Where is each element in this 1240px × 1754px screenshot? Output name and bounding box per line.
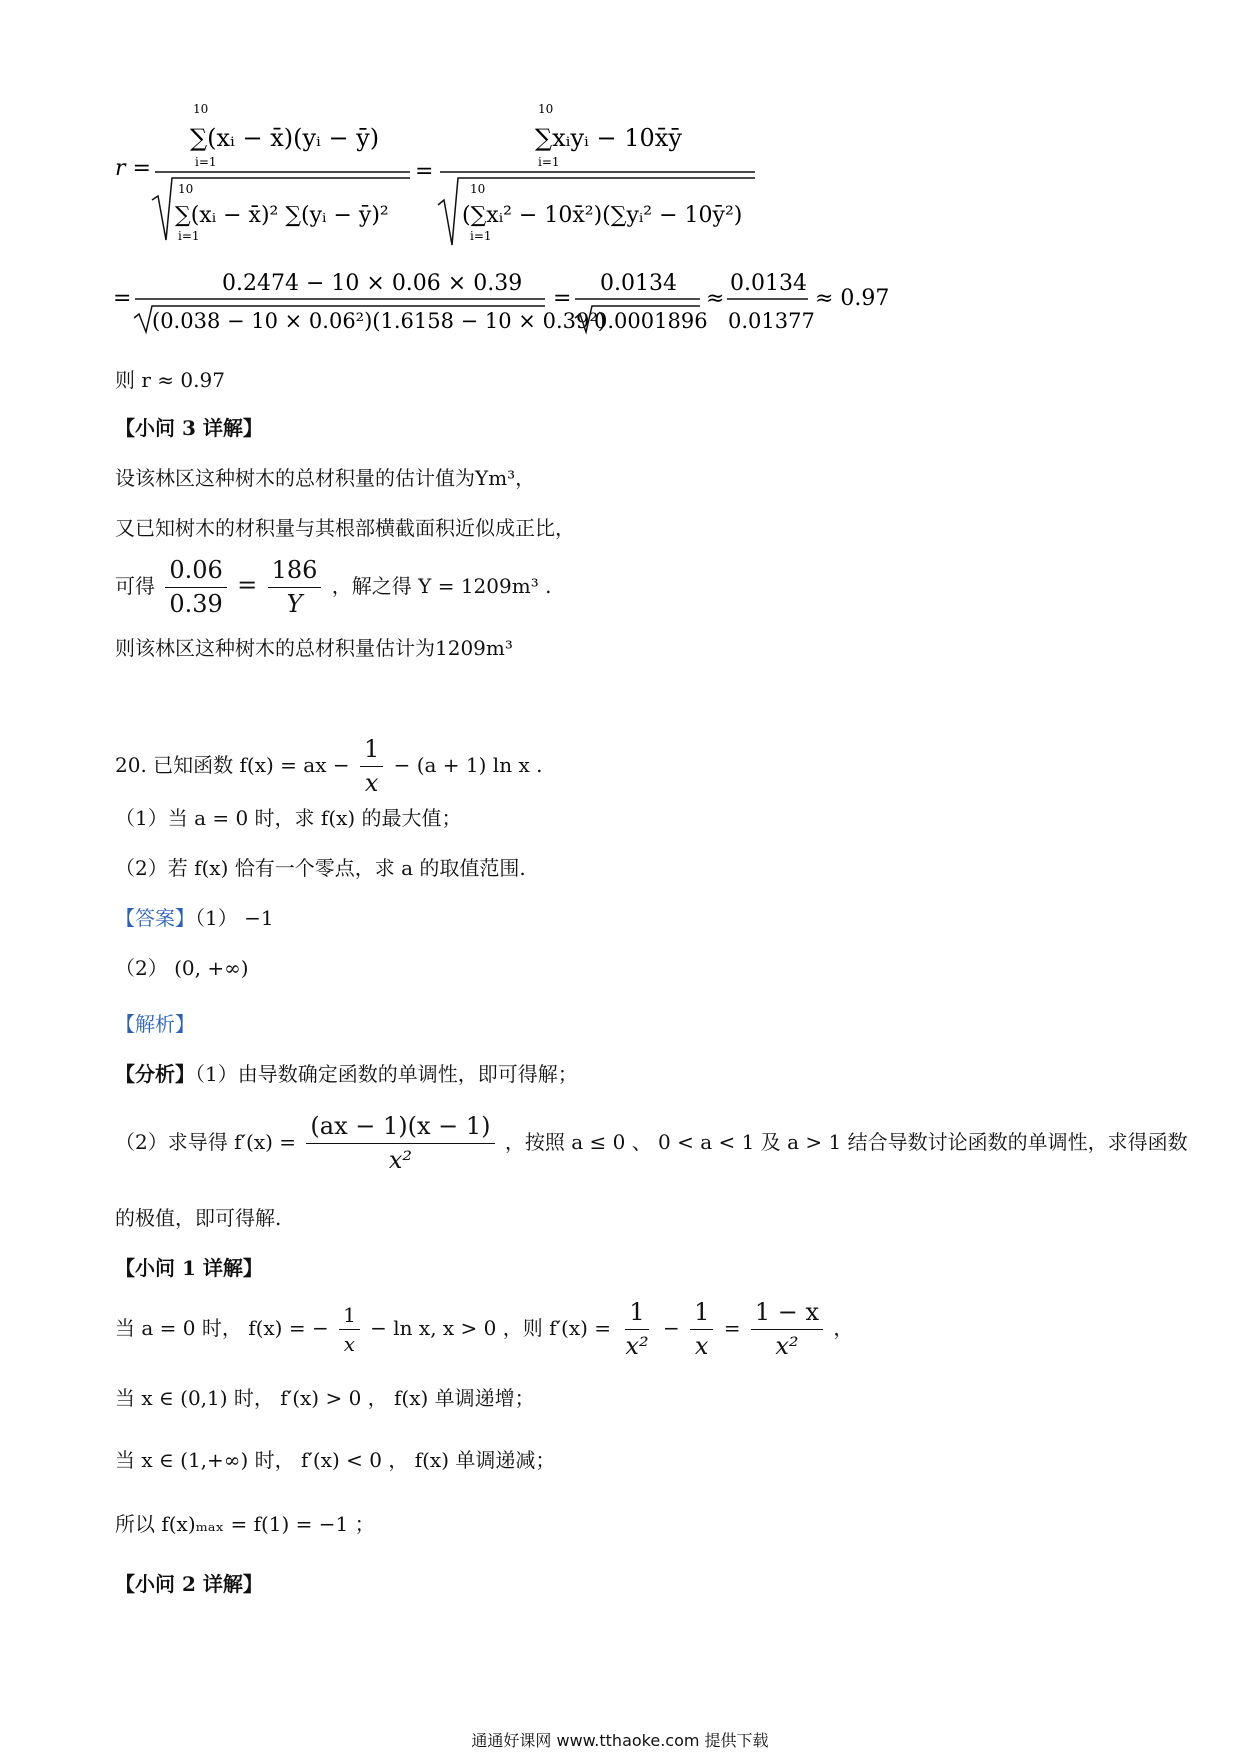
fenxi-2-num: (ax − 1)(x − 1): [306, 1112, 494, 1144]
frac1-numerator: ∑(xᵢ − x̄)(yᵢ − ȳ): [190, 124, 380, 152]
answer-label: 【答案】: [115, 906, 195, 930]
q1-l1-f3-den: x: [694, 1331, 709, 1360]
sum-top-3: 10: [538, 102, 554, 116]
q1-l1-frac-3: [690, 1298, 713, 1361]
q1-l1-f2-num: 1: [625, 1298, 648, 1330]
q3-frac-1-den: 0.39: [169, 589, 223, 618]
q1-line-2: 当 x ∈ (0,1) 时， f′(x) > 0 ， f(x) 单调递增；: [115, 1386, 535, 1410]
frac4-numerator: 0.0134: [600, 271, 677, 296]
q1-l1-end: ，: [833, 1315, 854, 1340]
fenxi-2-prefix: （2）求导得 f′(x) =: [115, 1129, 297, 1154]
final-result: ≈ 0.97: [815, 286, 890, 311]
answer-2: （2） (0, +∞): [115, 956, 249, 980]
p20-prefix: 20. 已知函数 f(x) = ax −: [115, 752, 350, 777]
fenxi-2-suffix: ，按照 a ≤ 0 、 0 < a < 1 及 a > 1 结合导数讨论函数的单调性，求得函数: [504, 1129, 1188, 1154]
answer-1: （1） −1: [195, 906, 274, 930]
q1-l1-frac-4: [751, 1298, 823, 1361]
p20-frac-den: x: [364, 768, 379, 797]
q1-line-3: 当 x ∈ (1,+∞) 时， f′(x) < 0 ， f(x) 单调递减；: [115, 1448, 556, 1472]
q3-line-1: 设该林区这种树木的总材积量的估计值为Ym³，: [115, 466, 536, 490]
frac4-denominator: 0.0001896: [594, 309, 708, 333]
p20-question-2: （2）若 f(x) 恰有一个零点，求 a 的取值范围.: [115, 856, 526, 880]
p20-suffix: − (a + 1) ln x .: [393, 752, 543, 777]
q1-l1-f3-num: 1: [690, 1298, 713, 1330]
r-result: 则 r ≈ 0.97: [115, 368, 225, 392]
q3-line-3-prefix: 可得: [115, 573, 155, 598]
jiexi-label: 【解析】: [115, 1012, 195, 1036]
frac3-denominator: (0.038 − 10 × 0.06²)(1.6158 − 10 × 0.39²): [152, 309, 606, 333]
q3-line-4: 则该林区这种树木的总材积量估计为1209m³: [115, 636, 513, 660]
q1-line-1: [115, 1298, 853, 1361]
r-lhs: r =: [115, 156, 151, 181]
eq-1: =: [415, 159, 434, 184]
q1-l1-minus: −: [662, 1315, 680, 1340]
sum-top-2: 10: [178, 182, 194, 196]
q3-frac-2: [268, 556, 322, 619]
fenxi-line-1: [115, 1062, 578, 1086]
fenxi-1: （1）由导数确定函数的单调性，即可得解；: [195, 1062, 578, 1086]
p20-frac-num: 1: [360, 735, 383, 767]
q3-frac-2-den: Y: [286, 589, 303, 618]
sum-bottom-1: i=1: [195, 155, 217, 169]
frac3-numerator: 0.2474 − 10 × 0.06 × 0.39: [222, 271, 523, 296]
fenxi-2-frac: [306, 1112, 494, 1175]
q1-title: 【小问 1 详解】: [115, 1256, 263, 1280]
q1-l1-frac-den: x: [343, 1331, 356, 1356]
approx-1: ≈: [706, 286, 725, 311]
fenxi-2-den: x²: [388, 1145, 413, 1174]
frac2-denominator: (∑xᵢ² − 10x̄²)(∑yᵢ² − 10ȳ²): [462, 203, 743, 228]
q1-l1-mid: − ln x, x > 0 ，则 f′(x) =: [370, 1315, 612, 1340]
frac5-denominator: 0.01377: [728, 309, 815, 333]
eq-3: =: [553, 286, 572, 311]
fenxi-line-2: [115, 1112, 1188, 1175]
correlation-formula: [0, 0, 1240, 340]
q1-l1-prefix: 当 a = 0 时， f(x) = −: [115, 1315, 329, 1340]
q1-line-4: 所以 f(x)ₘₐₓ = f(1) = −1 ；: [115, 1512, 375, 1536]
q3-line-2: 又已知树木的材积量与其根部横截面积近似成正比，: [115, 516, 575, 540]
sum-bottom-3: i=1: [538, 155, 560, 169]
sum-top-4: 10: [470, 182, 486, 196]
p20-question-1: （1）当 a = 0 时，求 f(x) 的最大值；: [115, 806, 462, 830]
page-footer: 通通好课网 www.tthaoke.com 提供下载: [471, 1731, 769, 1750]
q3-frac-1: [165, 556, 226, 619]
sum-bottom-4: i=1: [470, 229, 492, 243]
q1-l1-frac: [339, 1303, 360, 1356]
frac5-numerator: 0.0134: [730, 271, 807, 296]
q1-l1-f4-den: x²: [775, 1331, 799, 1360]
p20-frac: [360, 735, 383, 798]
q2-title: 【小问 2 详解】: [115, 1572, 263, 1596]
answer-line-1: [115, 906, 274, 930]
q3-line-3: 可得 $\frac{0.06}{0.39}$ = $\frac{186}{Y}$ ，解之得 Y = 1209m³ .: [115, 556, 552, 618]
sum-bottom-2: i=1: [178, 229, 200, 243]
fenxi-label: 【分析】: [115, 1062, 195, 1086]
q1-l1-f4-num: 1 − x: [751, 1298, 823, 1330]
q1-l1-f2-den: x²: [625, 1331, 649, 1360]
problem-20: [115, 735, 542, 798]
sum-top-1: 10: [193, 102, 209, 116]
fenxi-line-3: 的极值，即可得解.: [115, 1206, 282, 1230]
frac2-numerator: ∑xᵢyᵢ − 10x̄ȳ: [535, 124, 682, 152]
q1-l1-eq: =: [723, 1315, 741, 1340]
q1-l1-frac-2: [621, 1298, 652, 1361]
q1-l1-frac-num: 1: [339, 1303, 360, 1330]
q3-title: 【小问 3 详解】: [115, 416, 263, 440]
eq-2: =: [113, 286, 132, 311]
frac1-denominator: ∑(xᵢ − x̄)² ∑(yᵢ − ȳ)²: [175, 203, 389, 228]
q3-line-3-suffix: ，解之得 Y = 1209m³ .: [331, 573, 552, 598]
q3-frac-2-num: 186: [268, 556, 322, 588]
q3-frac-1-num: 0.06: [165, 556, 226, 588]
